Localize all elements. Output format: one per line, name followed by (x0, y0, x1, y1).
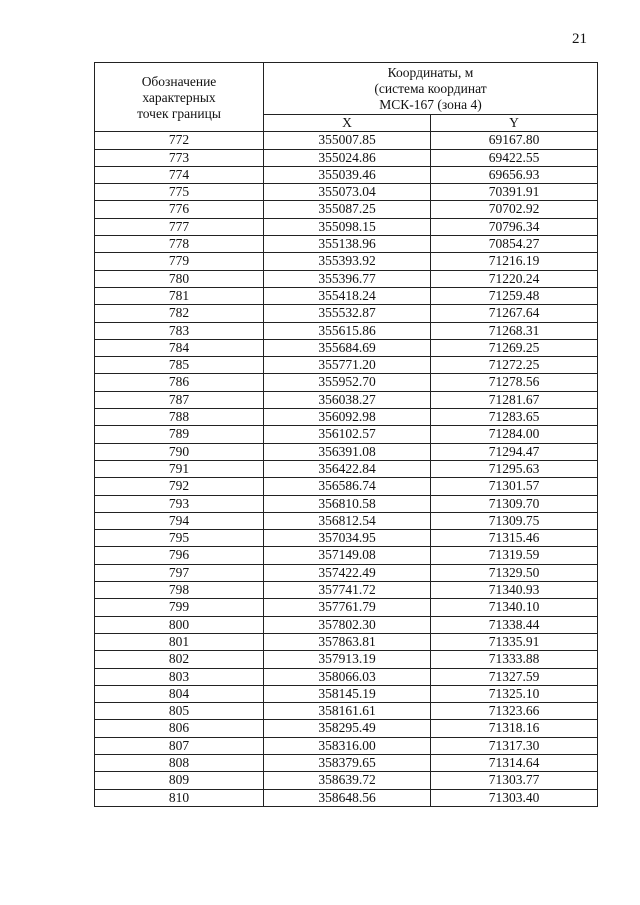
y-coordinate-cell: 71333.88 (431, 651, 598, 668)
table-row (95, 287, 598, 304)
table-row (95, 322, 598, 339)
x-coordinate-cell: 357149.08 (264, 547, 431, 564)
y-coordinate-cell: 71281.67 (431, 391, 598, 408)
point-number-cell: 794 (95, 512, 264, 529)
y-coordinate-cell: 71318.16 (431, 720, 598, 737)
header-y: Y (431, 115, 598, 132)
table-row (95, 703, 598, 720)
point-number-cell: 787 (95, 391, 264, 408)
point-number-cell: 772 (95, 132, 264, 149)
header-designation-line: Обозначение (141, 74, 217, 90)
x-coordinate-cell: 356810.58 (264, 495, 431, 512)
x-coordinate-cell: 357034.95 (264, 530, 431, 547)
x-coordinate-cell: 355073.04 (264, 184, 431, 201)
x-coordinate-cell: 358648.56 (264, 789, 431, 806)
table-row (95, 478, 598, 495)
table-row (95, 564, 598, 581)
x-coordinate-cell: 357863.81 (264, 633, 431, 650)
y-coordinate-cell: 70854.27 (431, 236, 598, 253)
y-coordinate-cell: 71303.77 (431, 772, 598, 789)
y-coordinate-cell: 71309.75 (431, 512, 598, 529)
table-row (95, 720, 598, 737)
y-coordinate-cell: 71294.47 (431, 443, 598, 460)
table-row (95, 409, 598, 426)
y-coordinate-cell: 69167.80 (431, 132, 598, 149)
x-coordinate-cell: 356391.08 (264, 443, 431, 460)
table-row (95, 426, 598, 443)
point-number-cell: 793 (95, 495, 264, 512)
y-coordinate-cell: 71278.56 (431, 374, 598, 391)
x-coordinate-cell: 356586.74 (264, 478, 431, 495)
header-designation-line: точек границы (137, 106, 221, 122)
table-row (95, 339, 598, 356)
point-number-cell: 788 (95, 409, 264, 426)
table-row (95, 236, 598, 253)
table-row (95, 149, 598, 166)
x-coordinate-cell: 358379.65 (264, 754, 431, 771)
point-number-cell: 777 (95, 218, 264, 235)
y-coordinate-cell: 71323.66 (431, 703, 598, 720)
point-number-cell: 773 (95, 149, 264, 166)
point-number-cell: 784 (95, 339, 264, 356)
x-coordinate-cell: 355532.87 (264, 305, 431, 322)
x-coordinate-cell: 356038.27 (264, 391, 431, 408)
point-number-cell: 783 (95, 322, 264, 339)
table-row (95, 754, 598, 771)
y-coordinate-cell: 71319.59 (431, 547, 598, 564)
y-coordinate-cell: 69422.55 (431, 149, 598, 166)
x-coordinate-cell: 355007.85 (264, 132, 431, 149)
y-coordinate-cell: 71309.70 (431, 495, 598, 512)
y-coordinate-cell: 71267.64 (431, 305, 598, 322)
table-row (95, 357, 598, 374)
table-row (95, 651, 598, 668)
y-coordinate-cell: 71317.30 (431, 737, 598, 754)
point-number-cell: 776 (95, 201, 264, 218)
y-coordinate-cell: 71295.63 (431, 460, 598, 477)
header-point-designation (95, 63, 264, 132)
y-coordinate-cell: 71301.57 (431, 478, 598, 495)
table-row (95, 633, 598, 650)
table-body (95, 132, 598, 807)
y-coordinate-cell: 71283.65 (431, 409, 598, 426)
point-number-cell: 781 (95, 287, 264, 304)
y-coordinate-cell: 71284.00 (431, 426, 598, 443)
table-row (95, 443, 598, 460)
table-row (95, 582, 598, 599)
header-x: X (264, 115, 431, 132)
point-number-cell: 774 (95, 166, 264, 183)
x-coordinate-cell: 356102.57 (264, 426, 431, 443)
table-row (95, 547, 598, 564)
x-coordinate-cell: 355615.86 (264, 322, 431, 339)
x-coordinate-cell: 355396.77 (264, 270, 431, 287)
point-number-cell: 804 (95, 685, 264, 702)
y-coordinate-cell: 71216.19 (431, 253, 598, 270)
x-coordinate-cell: 357761.79 (264, 599, 431, 616)
point-number-cell: 780 (95, 270, 264, 287)
point-number-cell: 796 (95, 547, 264, 564)
y-coordinate-cell: 71314.64 (431, 754, 598, 771)
header-designation-line: характерных (142, 90, 216, 106)
point-number-cell: 799 (95, 599, 264, 616)
x-coordinate-cell: 358145.19 (264, 685, 431, 702)
y-coordinate-cell: 71269.25 (431, 339, 598, 356)
header-coords-line: Координаты, м (387, 65, 474, 80)
x-coordinate-cell: 355684.69 (264, 339, 431, 356)
point-number-cell: 803 (95, 668, 264, 685)
x-coordinate-cell: 357802.30 (264, 616, 431, 633)
y-coordinate-cell: 70796.34 (431, 218, 598, 235)
point-number-cell: 795 (95, 530, 264, 547)
x-coordinate-cell: 358639.72 (264, 772, 431, 789)
table-row (95, 218, 598, 235)
point-number-cell: 789 (95, 426, 264, 443)
table-row (95, 685, 598, 702)
x-coordinate-cell: 355087.25 (264, 201, 431, 218)
x-coordinate-cell: 357422.49 (264, 564, 431, 581)
point-number-cell: 778 (95, 236, 264, 253)
table-row (95, 772, 598, 789)
point-number-cell: 785 (95, 357, 264, 374)
table-row (95, 737, 598, 754)
point-number-cell: 801 (95, 633, 264, 650)
y-coordinate-cell: 71303.40 (431, 789, 598, 806)
table-row (95, 132, 598, 149)
x-coordinate-cell: 356092.98 (264, 409, 431, 426)
table-row (95, 668, 598, 685)
y-coordinate-cell: 70391.91 (431, 184, 598, 201)
y-coordinate-cell: 71335.91 (431, 633, 598, 650)
x-coordinate-cell: 356422.84 (264, 460, 431, 477)
header-coords-line: МСК-167 (зона 4) (379, 97, 482, 112)
y-coordinate-cell: 71220.24 (431, 270, 598, 287)
y-coordinate-cell: 71338.44 (431, 616, 598, 633)
header-coordinates (264, 63, 598, 115)
point-number-cell: 790 (95, 443, 264, 460)
y-coordinate-cell: 69656.93 (431, 166, 598, 183)
header-coords-line: (система координат (374, 81, 487, 96)
x-coordinate-cell: 355952.70 (264, 374, 431, 391)
y-coordinate-cell: 71259.48 (431, 287, 598, 304)
y-coordinate-cell: 71340.10 (431, 599, 598, 616)
y-coordinate-cell: 71329.50 (431, 564, 598, 581)
x-coordinate-cell: 357741.72 (264, 582, 431, 599)
table-row (95, 270, 598, 287)
x-coordinate-cell: 357913.19 (264, 651, 431, 668)
x-coordinate-cell: 358161.61 (264, 703, 431, 720)
table-row (95, 391, 598, 408)
x-coordinate-cell: 355393.92 (264, 253, 431, 270)
table-row (95, 460, 598, 477)
table-row (95, 201, 598, 218)
y-coordinate-cell: 71325.10 (431, 685, 598, 702)
point-number-cell: 807 (95, 737, 264, 754)
table-row (95, 253, 598, 270)
point-number-cell: 809 (95, 772, 264, 789)
coordinates-table (94, 62, 598, 807)
point-number-cell: 806 (95, 720, 264, 737)
table-row (95, 495, 598, 512)
point-number-cell: 779 (95, 253, 264, 270)
point-number-cell: 792 (95, 478, 264, 495)
y-coordinate-cell: 71272.25 (431, 357, 598, 374)
point-number-cell: 808 (95, 754, 264, 771)
x-coordinate-cell: 355771.20 (264, 357, 431, 374)
x-coordinate-cell: 355039.46 (264, 166, 431, 183)
point-number-cell: 798 (95, 582, 264, 599)
x-coordinate-cell: 358295.49 (264, 720, 431, 737)
table-row (95, 616, 598, 633)
table-row (95, 374, 598, 391)
x-coordinate-cell: 355098.15 (264, 218, 431, 235)
table-row (95, 305, 598, 322)
y-coordinate-cell: 70702.92 (431, 201, 598, 218)
point-number-cell: 802 (95, 651, 264, 668)
x-coordinate-cell: 355024.86 (264, 149, 431, 166)
table-row (95, 184, 598, 201)
table-row (95, 599, 598, 616)
point-number-cell: 791 (95, 460, 264, 477)
x-coordinate-cell: 355138.96 (264, 236, 431, 253)
x-coordinate-cell: 358066.03 (264, 668, 431, 685)
y-coordinate-cell: 71327.59 (431, 668, 598, 685)
point-number-cell: 805 (95, 703, 264, 720)
table-row (95, 789, 598, 806)
table-row (95, 530, 598, 547)
point-number-cell: 775 (95, 184, 264, 201)
y-coordinate-cell: 71340.93 (431, 582, 598, 599)
table-row (95, 512, 598, 529)
y-coordinate-cell: 71315.46 (431, 530, 598, 547)
x-coordinate-cell: 355418.24 (264, 287, 431, 304)
y-coordinate-cell: 71268.31 (431, 322, 598, 339)
table-row (95, 166, 598, 183)
x-coordinate-cell: 356812.54 (264, 512, 431, 529)
point-number-cell: 800 (95, 616, 264, 633)
point-number-cell: 782 (95, 305, 264, 322)
page-number: 21 (572, 31, 587, 47)
x-coordinate-cell: 358316.00 (264, 737, 431, 754)
point-number-cell: 797 (95, 564, 264, 581)
point-number-cell: 810 (95, 789, 264, 806)
point-number-cell: 786 (95, 374, 264, 391)
